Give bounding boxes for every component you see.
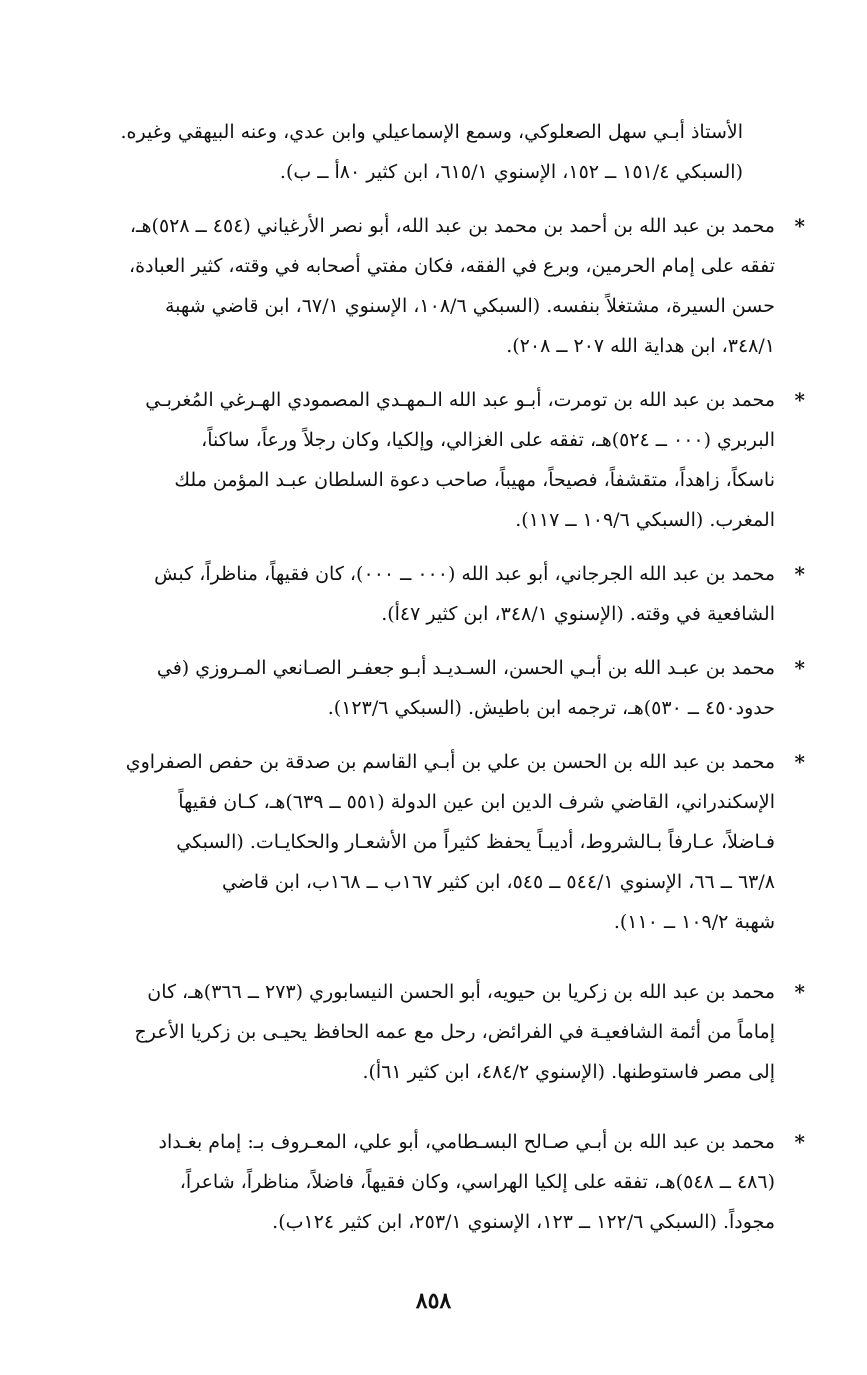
biography-entry [57,206,805,366]
biography-entry [57,1122,805,1242]
text-line: (٤٨٦ ــ ٥٤٨)هـ، تفقه على إلكيا الهراسي، وكان فقيهاً، فاضلاً، مناظراً، شاعراً، [179,1171,775,1193]
text-line: محمد بن عبد الله بن أحمد بن محمد بن عبد الله، أبو نصر الأرغياني (٤٥٤ ــ ٥٢٨)هـ، [129,215,775,237]
text-line: ناسكاً، زاهداً، متقشفاً، فصيحاً، مهيباً، صاحب دعوة السلطان عبـد المؤمن ملك [174,469,775,491]
text-line: محمد بن عبـد الله بن أبـي الحسن، السـديـد أبـو جعفـر الصـانعي المـروزي (في [156,657,775,679]
text-line: المغرب. (السبكي ١٠٩/٦ ــ ١١٧). [515,509,775,531]
biography-entry [57,648,805,728]
page-number: ٨٥٨ [415,1288,452,1314]
text-line: محمد بن عبد الله بن الحسن بن علي بن أبـي القاسم بن صدقة بن حفص الصفراوي [125,751,775,773]
text-line: حسن السيرة، مشتغلاً بنفسه. (السبكي ١٠٨/٦، الإسنوي ٦٧/١، ابن قاضي شهبة [164,295,775,317]
text-line: فـاضلاً، عـارفاً بـالشروط، أديبـاً يحفظ كثيراً من الأشعـار والحكايـات. (السبكي [176,831,775,853]
text-line: الشافعية في وقته. (الإسنوي ٣٤٨/١، ابن كثير ٤٧أ). [381,603,775,625]
text-line: ٦٣/٨ ــ ٦٦، الإسنوي ٥٤٤/١ ــ ٥٤٥، ابن كثير ١٦٧ب ــ ١٦٨ب، ابن قاضي [221,871,775,893]
text-line: البربري (٠٠٠ ــ ٥٢٤)هـ، تفقه على الغزالي، وإلكيا، وكان رجلاً ورعاً، ساكناً، [201,429,775,451]
page-body [57,112,805,1256]
text-line: تفقه على إمام الحرمين، وبرع في الفقه، فكان مفتي أصحابه في وقته، كثير العبادة، [129,255,775,277]
text-line: محمد بن عبد الله بن تومرت، أبـو عبد الله الـمهـدي المصمودي الهـرغي المُغربـي [145,389,775,411]
text-line: إماماً من أئمة الشافعيـة في الفرائض، رحل مع عمه الحافظ يحيـى بن زكريا الأعرج [134,1021,775,1043]
biography-entry [57,380,805,540]
text-line: الإسكندراني، القاضي شرف الدين ابن عين الدولة (٥٥١ ــ ٦٣٩)هـ، كـان فقيهاً [178,791,775,813]
entry-star-icon: * [794,1130,805,1154]
text-line: حدود٤٥٠ ــ ٥٣٠)هـ، ترجمه ابن باطيش. (السبكي ١٢٣/٦). [327,697,775,719]
continued-entry [57,112,805,192]
entry-star-icon: * [794,388,805,412]
text-line: الأستاذ أبـي سهل الصعلوكي، وسمع الإسماعيلي وابن عدي، وعنه البيهقي وغيره. [120,121,743,143]
entry-star-icon: * [794,214,805,238]
biography-entry [57,554,805,634]
text-line: محمد بن عبد الله بن زكريا بن حيويه، أبو الحسن النيسابوري (٢٧٣ ــ ٣٦٦)هـ، كان [147,981,775,1003]
biography-entry [57,972,805,1092]
text-line: محمد بن عبد الله الجرجاني، أبو عبد الله (٠٠٠ ــ ٠٠٠)، كان فقيهاً، مناظراً، كبش [154,563,775,585]
text-line: (السبكي ١٥١/٤ ــ ١٥٢، الإسنوي ٦١٥/١، ابن كثير ٨٠أ ــ ب). [279,161,743,183]
text-line: مجوداً. (السبكي ١٢٢/٦ ــ ١٢٣، الإسنوي ٢٥٣/١، ابن كثير ١٢٤ب). [272,1211,775,1233]
text-line: إلى مصر فاستوطنها. (الإسنوي ٤٨٤/٢، ابن كثير ٦١أ). [362,1061,775,1083]
text-line: ٣٤٨/١، ابن هداية الله ٢٠٧ ــ ٢٠٨). [506,335,775,357]
text-line: شهبة ١٠٩/٢ ــ ١١٠). [613,911,775,933]
entry-star-icon: * [794,656,805,680]
entry-star-icon: * [794,980,805,1004]
entry-star-icon: * [794,562,805,586]
entry-star-icon: * [794,750,805,774]
text-line: محمد بن عبد الله بن أبـي صـالح البسـطامي، أبو علي، المعـروف بـ: إمام بغـداد [158,1131,775,1153]
biography-entry [57,742,805,942]
